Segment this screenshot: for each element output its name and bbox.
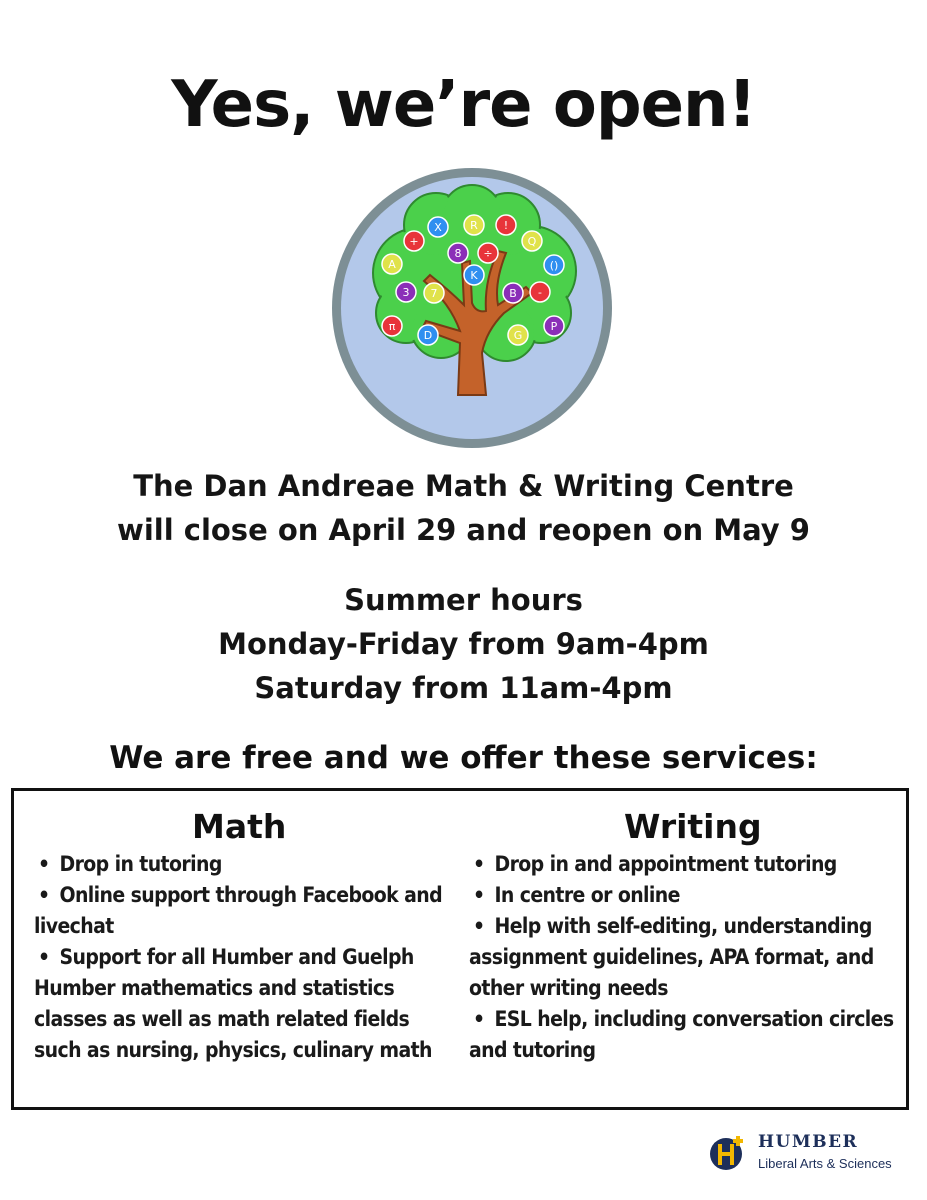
fruit-badge	[503, 283, 523, 303]
math-item: • Drop in tutoring	[34, 849, 454, 880]
fruit-badge	[382, 316, 402, 336]
bullet-icon: •	[38, 945, 50, 969]
math-title: Math	[192, 807, 287, 846]
tree-logo-graphic	[326, 163, 618, 453]
writing-item: • Drop in and appointment tutoring	[469, 849, 909, 880]
humber-logo	[708, 1130, 918, 1180]
services-box	[11, 788, 909, 1110]
closure-dates-line: will close on April 29 and reopen on May 9	[117, 513, 810, 547]
fruit-label: A	[388, 258, 396, 271]
hours-weekday: Monday-Friday from 9am-4pm	[218, 627, 709, 661]
fruit-label: K	[470, 269, 478, 282]
fruit-label: R	[470, 219, 478, 232]
fruit-label: 8	[454, 247, 462, 260]
bullet-icon: •	[473, 883, 485, 907]
writing-item: • Help with self-editing, understanding assignment guidelines, APA format, and other writing needs	[469, 911, 909, 1004]
bullet-icon: •	[473, 914, 485, 938]
writing-services	[469, 809, 909, 1066]
math-tree-logo	[326, 163, 618, 453]
fruit-label: Q	[527, 235, 537, 248]
writing-title: Writing	[624, 807, 762, 846]
fruit-badge	[496, 215, 516, 235]
fruit-badge	[448, 243, 468, 263]
fruit-badge	[418, 325, 438, 345]
fruit-badge	[396, 282, 416, 302]
bullet-icon: •	[38, 852, 50, 876]
fruit-label: D	[423, 329, 433, 342]
bullet-icon: •	[473, 1007, 485, 1031]
hours-title: Summer hours	[344, 583, 583, 617]
bullet-icon: •	[473, 852, 485, 876]
fruit-badge	[464, 215, 484, 235]
fruit-label: B	[509, 287, 517, 300]
summer-hours	[0, 578, 927, 710]
fruit-label: P	[550, 320, 558, 333]
math-services	[34, 809, 454, 1066]
math-list	[34, 849, 454, 1066]
fruit-label: 7	[430, 287, 438, 300]
fruit-badge	[404, 231, 424, 251]
fruit-label: 3	[402, 286, 410, 299]
fruit-badge	[424, 283, 444, 303]
centre-name-line: The Dan Andreae Math & Writing Centre	[133, 469, 794, 503]
hours-saturday: Saturday from 11am-4pm	[254, 671, 673, 705]
humber-division: Liberal Arts & Sciences	[758, 1156, 892, 1171]
writing-item: • In centre or online	[469, 880, 909, 911]
fruit-label: !	[503, 219, 509, 232]
humber-brand: HUMBER	[758, 1132, 859, 1152]
closure-notice	[0, 464, 927, 552]
fruit-badge	[382, 254, 402, 274]
fruit-label: +	[409, 235, 419, 248]
fruit-label: π	[388, 320, 396, 333]
fruit-badge	[508, 325, 528, 345]
fruit-badge	[530, 282, 550, 302]
math-item: • Support for all Humber and Guelph Humber mathematics and statistics classes as well as math related fields such as nursing, physics, culinary math	[34, 942, 454, 1066]
fruit-label: X	[434, 221, 442, 234]
fruit-label: G	[513, 329, 523, 342]
fruit-badge	[544, 316, 564, 336]
fruit-badge	[478, 243, 498, 263]
humber-h-icon	[708, 1132, 748, 1172]
writing-list	[469, 849, 909, 1066]
math-item: • Online support through Facebook and livechat	[34, 880, 454, 942]
bullet-icon: •	[38, 883, 50, 907]
writing-item: • ESL help, including conversation circles and tutoring	[469, 1004, 909, 1066]
fruit-badge	[522, 231, 542, 251]
fruit-label: ÷	[483, 247, 493, 260]
fruit-label: ()	[549, 259, 559, 272]
fruit-label: -	[538, 286, 542, 299]
headline: Yes, we’re open!	[171, 68, 756, 142]
fruit-badge	[464, 265, 484, 285]
services-heading: We are free and we offer these services:	[109, 740, 818, 776]
fruit-badge	[544, 255, 564, 275]
fruit-badge	[428, 217, 448, 237]
